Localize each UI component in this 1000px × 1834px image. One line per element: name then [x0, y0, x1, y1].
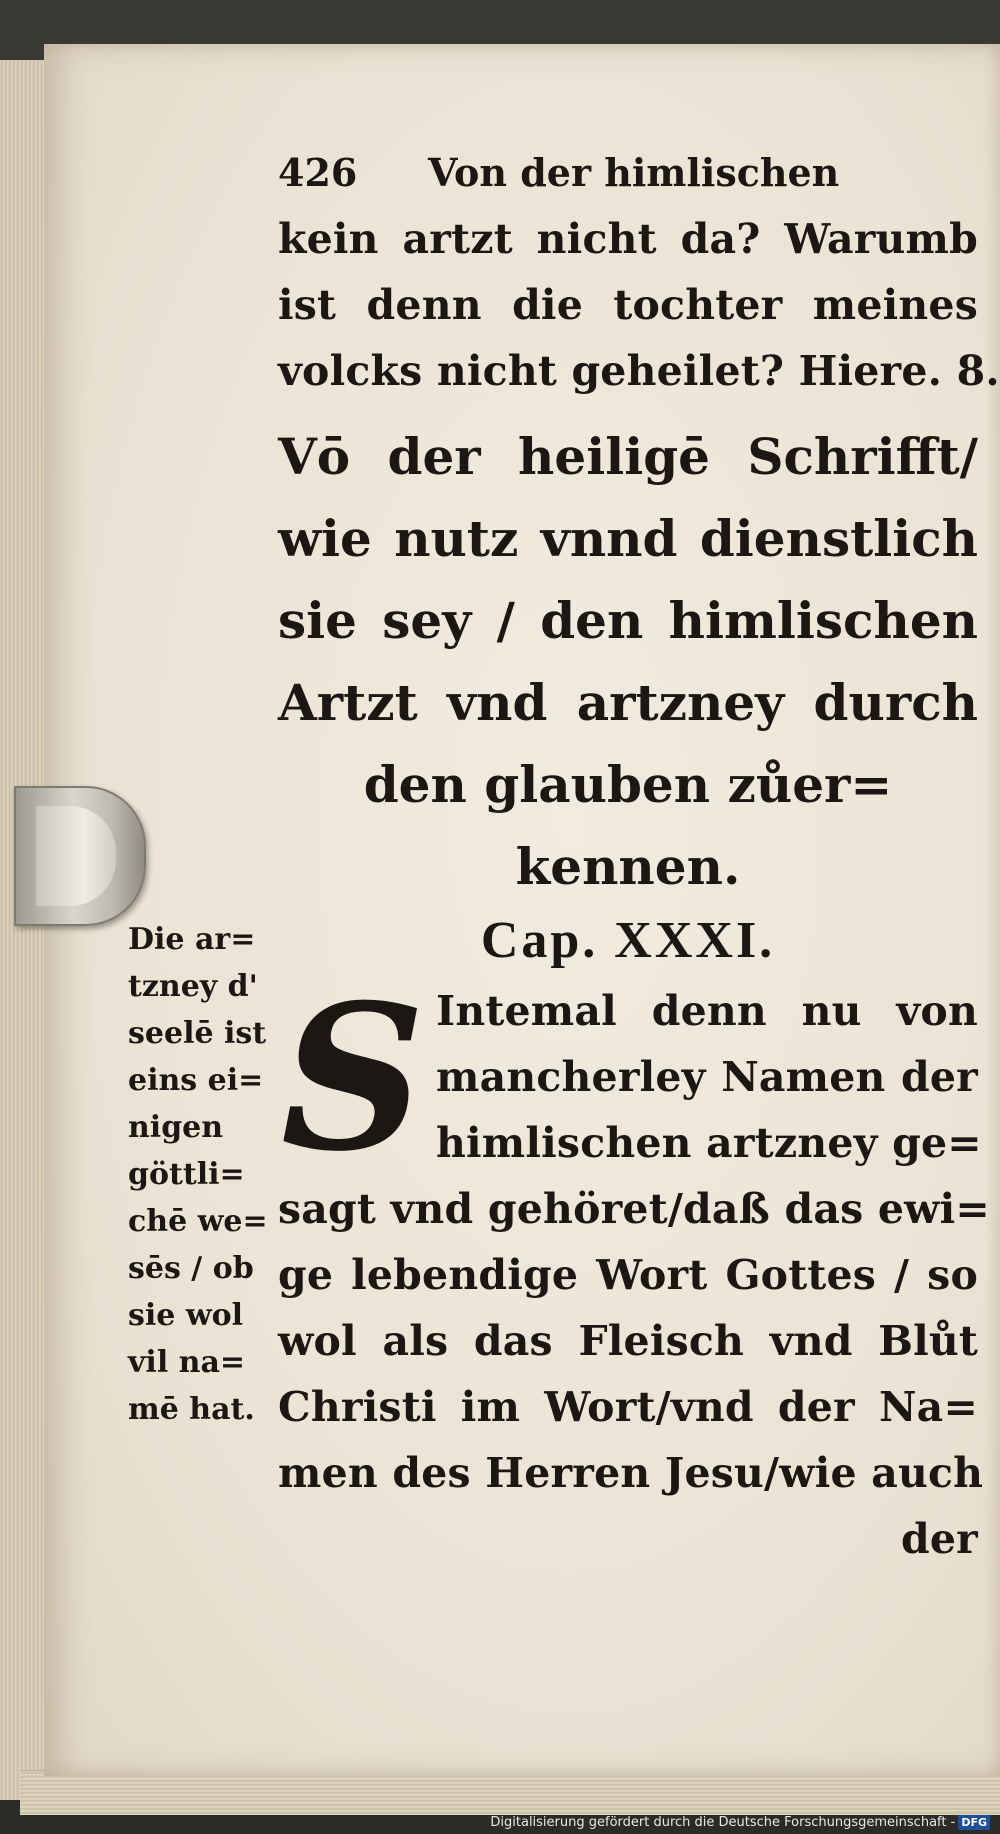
margin-note-line: seelē ist [128, 1016, 267, 1051]
text-line: volcks nicht geheilet? Hiere. 8. [278, 347, 1000, 395]
chapter-heading-line: Vō der heiligē Schrifft/ [278, 427, 978, 486]
margin-note-line: tzney d' [128, 969, 258, 1004]
credit-text: Digitalisierung gefördert durch die Deutsche Forschungsgemeinschaft - [490, 1815, 956, 1830]
digitization-credit [490, 1815, 990, 1830]
main-text-block [278, 150, 1000, 1572]
marginal-note [128, 916, 278, 1433]
text-line: mancherley Namen der [436, 1053, 978, 1101]
decorated-initial: S [280, 961, 426, 1196]
margin-note-line: göttli= [128, 1157, 245, 1192]
margin-note-line: eins ei= [128, 1063, 264, 1098]
margin-note-line: chē we= [128, 1204, 268, 1239]
running-header [278, 150, 978, 206]
chapter-number: Cap. XXXI. [480, 912, 776, 969]
text-line: men des Herren Jesu/wie auch [278, 1449, 984, 1497]
page-number: 426 [278, 150, 358, 195]
paragraph [278, 961, 990, 1572]
book-clasp-inner [36, 806, 116, 906]
dfg-logo: DFG [958, 1815, 990, 1830]
text-line: himlischen artzney ge= [436, 1119, 982, 1167]
chapter-heading-line: sie sey / den himlischen [278, 591, 978, 650]
chapter-heading-line: kennen. [515, 837, 741, 896]
margin-note-line: sie wol [128, 1298, 244, 1333]
page-stack-bottom [20, 1770, 1000, 1815]
text-line: Intemal denn nu von [436, 987, 978, 1035]
chapter-heading-line: den glauben zůer= [363, 755, 893, 814]
text-line: sagt vnd gehöret/daß das ewi= [278, 1185, 990, 1233]
text-line: Christi im Wort/vnd der Na= [278, 1383, 978, 1431]
margin-note-line: vil na= [128, 1345, 246, 1380]
running-title: Von der himlischen [428, 150, 840, 195]
catchword: der [901, 1515, 978, 1563]
margin-note-line: sēs / ob [128, 1251, 254, 1286]
margin-note-line: nigen [128, 1110, 224, 1145]
text-line: ge lebendige Wort Gottes / so [278, 1251, 978, 1299]
margin-note-line: mē hat. [128, 1392, 255, 1427]
text-line: wol als das Fleisch vnd Blůt [278, 1317, 978, 1365]
chapter-heading-line: wie nutz vnnd dienstlich [278, 509, 978, 568]
text-line: kein artzt nicht da? Warumb [278, 215, 978, 263]
book-clasp [14, 786, 146, 926]
margin-note-line: Die ar= [128, 922, 256, 957]
text-line: ist denn die tochter meines [278, 281, 978, 329]
chapter-heading-line: Artzt vnd artzney durch [278, 673, 978, 732]
